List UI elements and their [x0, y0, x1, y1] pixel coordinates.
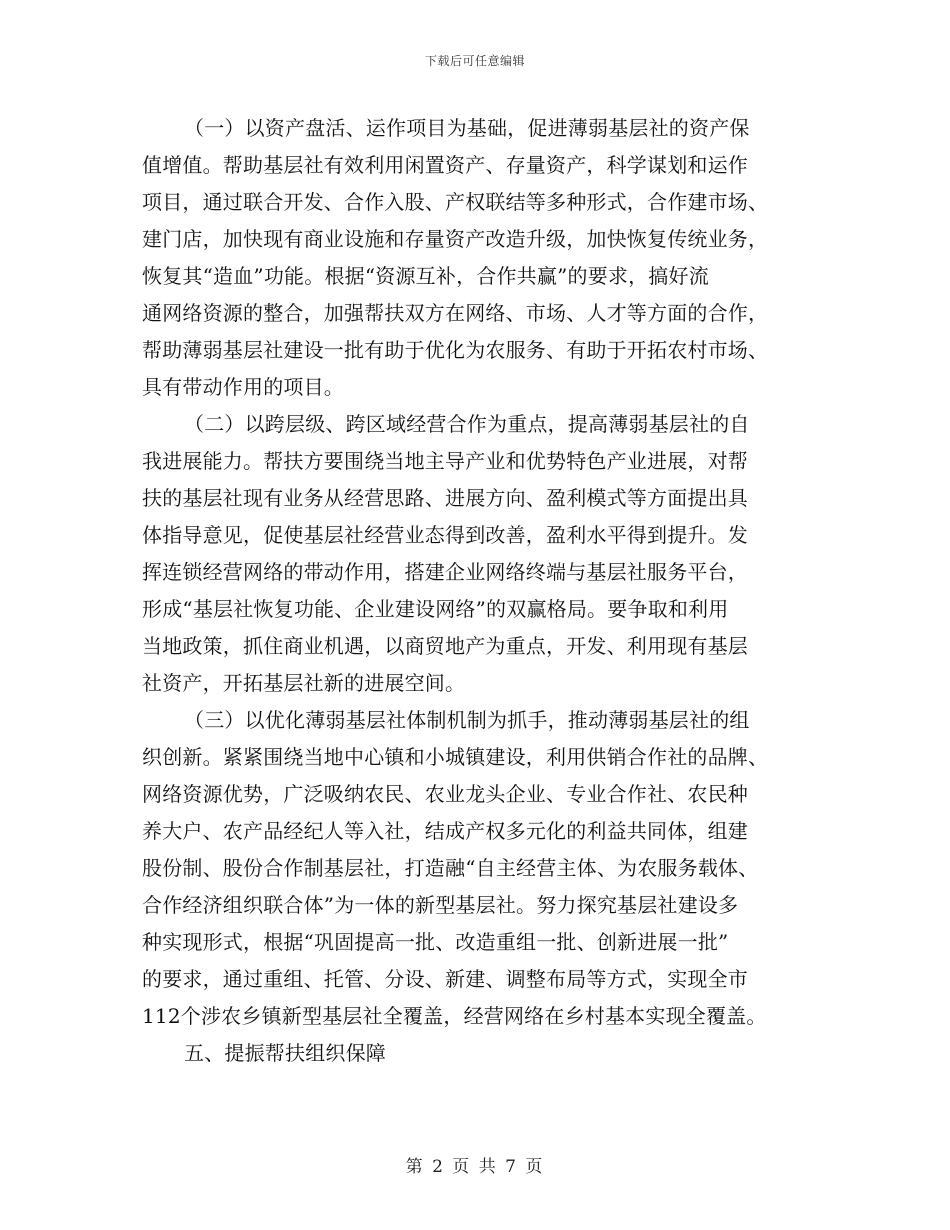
text-line: 通网络资源的整合，加强帮扶双方在网络、市场、人才等方面的合作，: [142, 301, 769, 325]
text-line: 形成“基层社恢复功能、企业建设网络”的双赢格局。要争取和利用: [142, 597, 729, 621]
text-line: 具有带动作用的项目。: [142, 375, 344, 399]
text-line: 我进展能力。帮扶方要围绕当地主导产业和优势特色产业进展，对帮: [142, 449, 748, 473]
text-line: 网络资源优势，广泛吸纳农民、农业龙头企业、专业合作社、农民种: [142, 782, 748, 806]
text-line: 当地政策，抓住商业机遇，以商贸地产为重点，开发、利用现有基层: [142, 634, 748, 658]
text-line: 挥连锁经营网络的带动作用，搭建企业网络终端与基层社服务平台，: [142, 560, 748, 584]
text-line: 扶的基层社现有业务从经营思路、进展方向、盈利模式等方面提出具: [142, 486, 748, 510]
text-line: 织创新。紧紧围绕当地中心镇和小城镇建设，利用供销合作社的品牌、: [142, 745, 769, 769]
text-line: （一）以资产盘活、运作项目为基础，促进薄弱基层社的资产保: [184, 116, 750, 140]
text-line: 养大户、农产品经纪人等入社，结成产权多元化的利益共同体，组建: [142, 819, 748, 843]
text-line: 值增值。帮助基层社有效利用闲置资产、存量资产，科学谋划和运作: [142, 153, 748, 177]
text-line: 股份制、股份合作制基层社，打造融“自主经营主体、为农服务载体、: [142, 856, 759, 880]
text-line: （三）以优化薄弱基层社体制机制为抓手，推动薄弱基层社的组: [184, 708, 750, 732]
text-line: 五、提振帮扶组织保障: [184, 1041, 386, 1065]
text-line: 体指导意见，促使基层社经营业态得到改善，盈利水平得到提升。发: [142, 523, 748, 547]
document-body: [142, 110, 808, 1072]
text-line: 恢复其“造血”功能。根据“资源互补，合作共赢”的要求，搞好流: [142, 264, 709, 288]
text-line: 帮助薄弱基层社建设一批有助于优化为农服务、有助于开拓农村市场、: [142, 338, 769, 362]
text-line: 建门店，加快现有商业设施和存量资产改造升级，加快恢复传统业务，: [142, 227, 769, 251]
text-line: 的要求，通过重组、托管、分设、新建、调整布局等方式，实现全市: [142, 967, 748, 991]
text-line: （二）以跨层级、跨区域经营合作为重点，提高薄弱基层社的自: [184, 412, 750, 436]
text-line: 项目，通过联合开发、合作入股、产权联结等多种形式，合作建市场、: [142, 190, 769, 214]
text-line: 种实现形式，根据“巩固提高一批、改造重组一批、创新进展一批”: [142, 930, 729, 954]
page-header-note: 下载后可任意编辑: [424, 54, 525, 68]
text-line: 合作经济组织联合体”为一体的新型基层社。努力探究基层社建设多: [142, 893, 739, 917]
text-line: 社资产，开拓基层社新的进展空间。: [142, 671, 466, 695]
page-number: 第 2 页 共 7 页: [405, 1157, 545, 1177]
text-line: 112个涉农乡镇新型基层社全覆盖，经营网络在乡村基本实现全覆盖。: [142, 1004, 767, 1028]
